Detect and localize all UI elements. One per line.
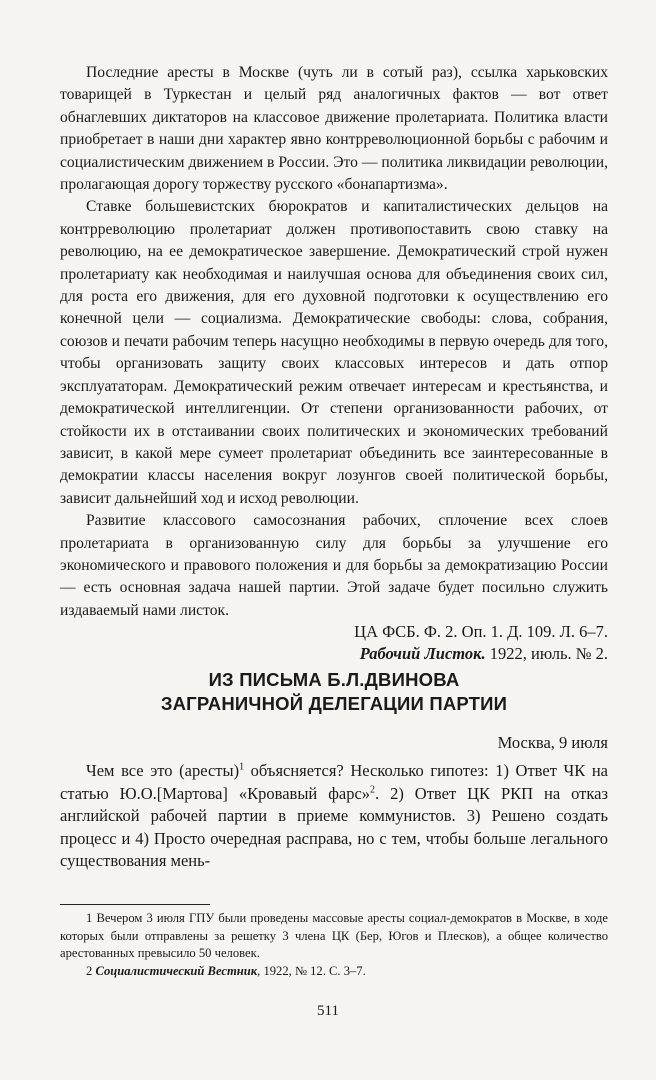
- paragraph: Последние аресты в Москве (чуть ли в сотый раз), ссылка харьковских товарищей в Туркестан и целый ряд аналогичных фактов — вот ответ обнаглевших диктаторов на классовое движение пролетариата. Политика власти приобретает в наши дни характер явно контрреволюционной борьбы с рабочим и социалистическим движением в России. Это — политика ликвидации революции, пролагающая дорогу торжеству русского «бонапартизма».: [60, 64, 608, 194]
- section-heading: [60, 668, 608, 716]
- letter-text: [60, 760, 608, 873]
- footnote: [60, 910, 608, 963]
- footnote-source: Социалистический Вестник: [95, 963, 258, 978]
- body-text: [60, 62, 608, 622]
- source-title: Рабочий Листок.: [359, 644, 486, 663]
- heading-line: ЗАГРАНИЧНОЙ ДЕЛЕГАЦИИ ПАРТИИ: [160, 693, 508, 714]
- footnote-ref: 1: [239, 761, 245, 773]
- archive-citation: ЦА ФСБ. Ф. 2. Оп. 1. Д. 109. Л. 6–7.: [354, 622, 608, 641]
- footnote-text: Вечером 3 июля ГПУ были проведены массовые аресты социал-демократов в Москве, в ходе которых были отправлены за решетку 3 члена ЦК (Бер, Югов и Плесков), а общее количество арестованных превысило 50 человек.: [60, 911, 608, 961]
- footnotes: [60, 910, 608, 980]
- paragraph: Ставке большевистских бюрократов и капиталистических дельцов на контрреволюцию пролетариат должен противопоставить свою ставку на революцию, на ее демократическое завершение. Демократический строй нужен пролетариату как необходимая и наилучшая основа для объединения своих сил, для роста его движения, для его духовной подготовки к осуществлению его конечной цели — социализма. Демократические свободы: слова, собрания, союзов и печати рабочим теперь насущно необходимы в первую очередь для того, чтобы организовать защиту своих классовых интересов и дать отпор эксплуататорам. Демократический режим отвечает интересам и крестьянства, и демократической интеллигенции. От степени организованности рабочих, от стойкости их в отстаивании своих политических и экономических требований зависит, в какой мере сумеет пролетариат объединить все заинтересованные в демократии классы населения вокруг лозунгов своей политической борьбы, зависит дальнейший ход и исход революции.: [60, 198, 608, 507]
- paragraph: Развитие классового самосознания рабочих, сплочение всех слоев пролетариата в организованную силу для борьбы за улучшение его экономического и правового положения и для борьбы за демократизацию России — есть основная задача нашей партии. Этой задаче будет посильно служить издаваемый нами листок.: [60, 512, 608, 619]
- source-details: 1922, июль. № 2.: [489, 644, 608, 663]
- paragraph: [60, 760, 608, 873]
- heading-line: ИЗ ПИСЬМА Б.Л.ДВИНОВА: [208, 669, 460, 690]
- source-citation: [60, 644, 608, 664]
- page-number: 511: [317, 1003, 339, 1019]
- place-date: Москва, 9 июля: [497, 733, 608, 752]
- text-segment: объясняется? Несколько гипотез: 1) Ответ ЧК на статью Ю.О.[Мартова] «Кровавый фарс»: [60, 761, 608, 803]
- footnote-details: , 1922, № 12. С. 3–7.: [257, 963, 366, 978]
- footnote-divider: [60, 904, 210, 905]
- footnote-number: 1: [86, 911, 93, 925]
- footnote-ref: 2: [370, 784, 376, 796]
- footnote: [60, 963, 608, 981]
- footnote-number: 2: [86, 963, 93, 978]
- text-segment: Чем все это (аресты): [86, 761, 240, 780]
- text-segment: . 2) Ответ ЦК РКП на отказ английской рабочей партии в приеме коммунистов. 3) Решено создать процесс и 4) Просто очередная расправа, но с тем, чтобы больше легального существования мень-: [60, 783, 608, 871]
